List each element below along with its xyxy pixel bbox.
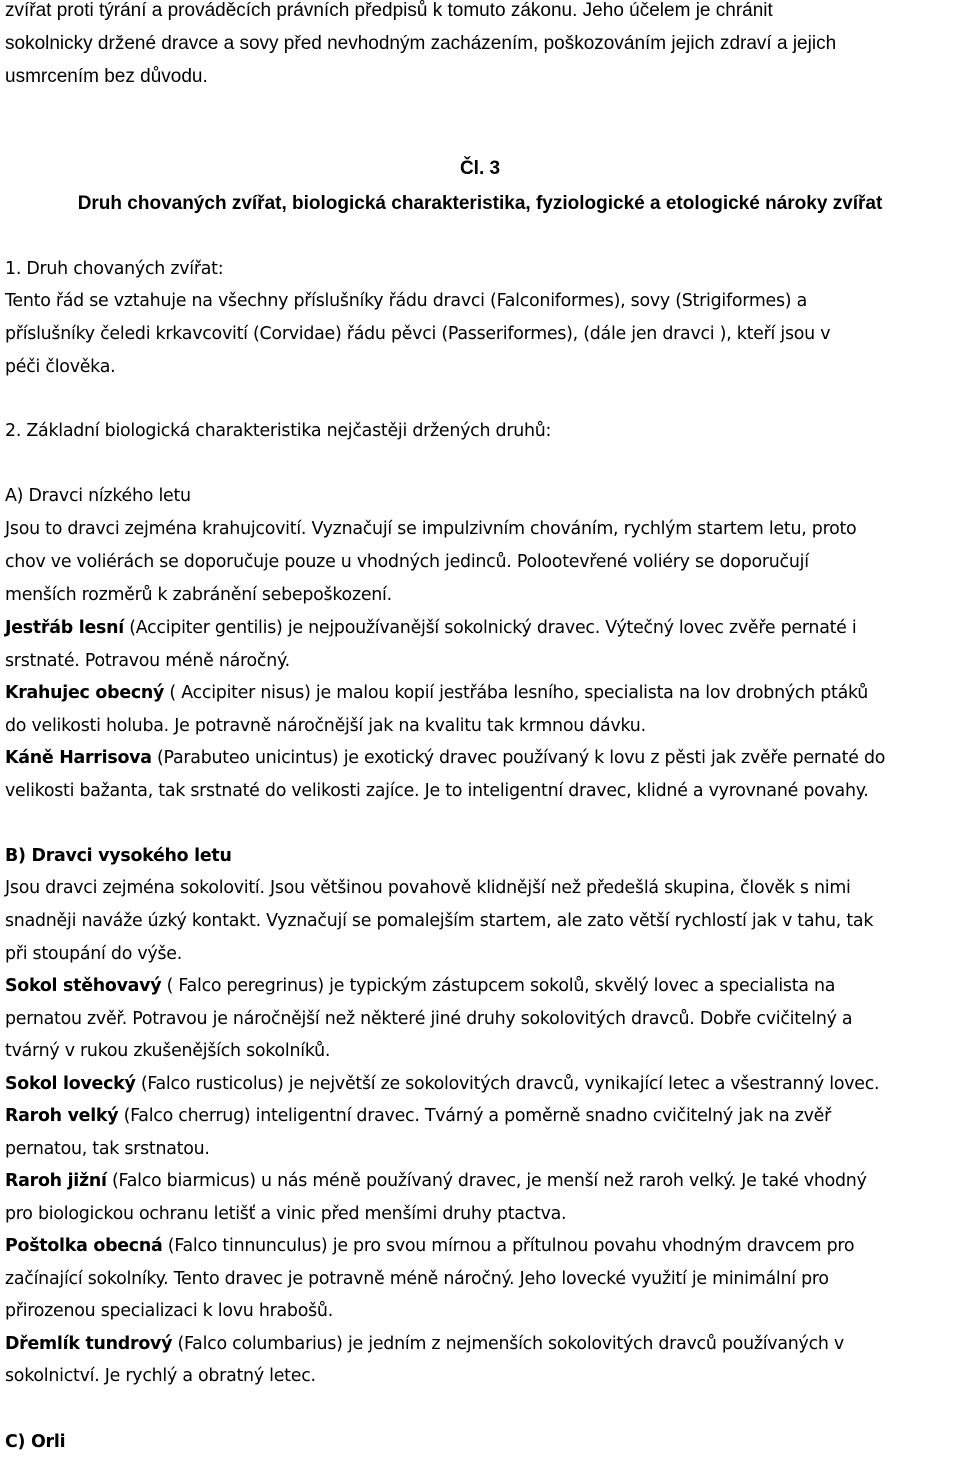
species-name: Raroh velký bbox=[5, 1106, 119, 1126]
intro-line-3: usmrcením bez důvodu. bbox=[5, 66, 208, 87]
species-sokol-stehovavy-cont-2: tvárný v rukou zkušenějších sokolníků. bbox=[5, 1041, 331, 1061]
species-postolka-obecna bbox=[5, 1236, 854, 1256]
species-description: (Falco tinnunculus) je pro svou mírnou a přítulnou povahu vhodným dravcem pro bbox=[162, 1236, 855, 1256]
species-dremlik-tundrovy-cont: sokolnictví. Je rychlý a obratný letec. bbox=[5, 1366, 316, 1386]
group-b-para-line-3: při stoupání do výše. bbox=[5, 944, 182, 964]
section-1-line-2: příslušníky čeledi krkavcovití (Corvidae) řádu pěvci (Passeriformes), (dále jen dravci ), kteří jsou v bbox=[5, 324, 831, 344]
group-b-heading: B) Dravci vysokého letu bbox=[5, 846, 232, 866]
species-description: (Parabuteo unicintus) je exotický dravec používaný k lovu z pěsti jak zvěře pernaté do bbox=[151, 748, 886, 768]
species-postolka-obecna-cont-2: přirozenou specializaci k lovu hrabošů. bbox=[5, 1301, 333, 1321]
section-1-line-3: péči člověka. bbox=[5, 357, 116, 377]
article-title: Druh chovaných zvířat, biologická charakteristika, fyziologické a etologické nároky zvířat bbox=[77, 193, 883, 214]
species-krahujec-obecny-cont: do velikosti holuba. Je potravně náročnější jak na kvalitu tak krmnou dávku. bbox=[5, 716, 646, 736]
species-sokol-stehovavy-cont-1: pernatou zvěř. Potravou je náročnější než některé jiné druhy sokolovitých dravců. Dobře cvičitelný a bbox=[5, 1009, 853, 1029]
species-description: ( Accipiter nisus) je malou kopií jestřába lesního, specialista na lov drobných ptáků bbox=[164, 683, 869, 703]
group-b-para-line-1: Jsou dravci zejména sokolovití. Jsou většinou povahově klidnější než předešlá skupina, člověk s nimi bbox=[5, 878, 851, 898]
species-name: Sokol lovecký bbox=[5, 1074, 136, 1094]
species-name: Raroh jižní bbox=[5, 1171, 107, 1191]
section-1-heading: 1. Druh chovaných zvířat: bbox=[5, 259, 224, 279]
intro-line-1: zvířat proti týrání a prováděcích právních předpisů k tomuto zákonu. Jeho účelem je chránit bbox=[5, 0, 773, 21]
species-description: ( Falco peregrinus) je typickým zástupcem sokolů, skvělý lovec a specialista na bbox=[161, 976, 836, 996]
species-description: (Falco rusticolus) je největší ze sokolovitých dravců, vynikající letec a všestranný lovec. bbox=[135, 1074, 880, 1094]
group-a-heading: A) Dravci nízkého letu bbox=[5, 486, 191, 506]
group-c-heading: C) Orli bbox=[5, 1432, 66, 1452]
species-krahujec-obecny bbox=[5, 683, 868, 703]
species-name: Jestřáb lesní bbox=[5, 618, 124, 638]
species-name: Krahujec obecný bbox=[5, 683, 165, 703]
species-sokol-stehovavy bbox=[5, 976, 835, 996]
species-sokol-lovecky bbox=[5, 1074, 879, 1094]
species-raroh-velky-cont: pernatou, tak srstnatou. bbox=[5, 1139, 210, 1159]
section-1-line-1: Tento řád se vztahuje na všechny příslušníky řádu dravci (Falconiformes), sovy (Strigiformes) a bbox=[5, 291, 808, 311]
species-raroh-jizni bbox=[5, 1171, 867, 1191]
species-description: (Accipiter gentilis) je nejpoužívanější sokolnický dravec. Výtečný lovec zvěře pernaté i bbox=[123, 618, 857, 638]
species-name: Káně Harrisova bbox=[5, 748, 152, 768]
species-raroh-jizni-cont: pro biologickou ochranu letišť a vinic před menšími druhy ptactva. bbox=[5, 1204, 567, 1224]
species-postolka-obecna-cont-1: začínající sokolníky. Tento dravec je potravně méně náročný. Jeho lovecké využití je minimální pro bbox=[5, 1269, 829, 1289]
section-2-heading: 2. Základní biologická charakteristika nejčastěji držených druhů: bbox=[5, 421, 552, 441]
group-a-para-line-1: Jsou to dravci zejména krahujcovití. Vyznačují se impulzivním chováním, rychlým startem letu, proto bbox=[5, 519, 857, 539]
group-a-para-line-2: chov ve voliérách se doporučuje pouze u vhodných jedinců. Polootevřené voliéry se doporučují bbox=[5, 552, 809, 572]
species-description: (Falco cherrug) inteligentní dravec. Tvárný a poměrně snadno cvičitelný jak na zvěř bbox=[118, 1106, 832, 1126]
species-name: Dřemlík tundrový bbox=[5, 1334, 173, 1354]
intro-line-2: sokolnicky držené dravce a sovy před nevhodným zacházením, poškozováním jejich zdraví a jejich bbox=[5, 33, 837, 54]
group-b-para-line-2: snadněji naváže úzký kontakt. Vyznačují se pomalejším startem, ale zato větší rychlostí jak v tahu, tak bbox=[5, 911, 874, 931]
species-description: (Falco biarmicus) u nás méně používaný dravec, je menší než raroh velký. Je také vhodný bbox=[106, 1171, 867, 1191]
species-name: Sokol stěhovavý bbox=[5, 976, 162, 996]
species-jestrab-lesni bbox=[5, 618, 856, 638]
species-raroh-velky bbox=[5, 1106, 831, 1126]
species-name: Poštolka obecná bbox=[5, 1236, 163, 1256]
article-number: Čl. 3 bbox=[459, 158, 501, 179]
species-kane-harrisova bbox=[5, 748, 885, 768]
species-kane-harrisova-cont: velikosti bažanta, tak srstnaté do velikosti zajíce. Je to inteligentní dravec, klidné a vyrovnané povahy. bbox=[5, 781, 869, 801]
species-dremlik-tundrovy bbox=[5, 1334, 844, 1354]
species-description: (Falco columbarius) je jedním z nejmenších sokolovitých dravců používaných v bbox=[172, 1334, 844, 1354]
species-jestrab-lesni-cont: srstnaté. Potravou méně náročný. bbox=[5, 651, 290, 671]
group-a-para-line-3: menších rozměrů k zabránění sebepoškození. bbox=[5, 585, 392, 605]
